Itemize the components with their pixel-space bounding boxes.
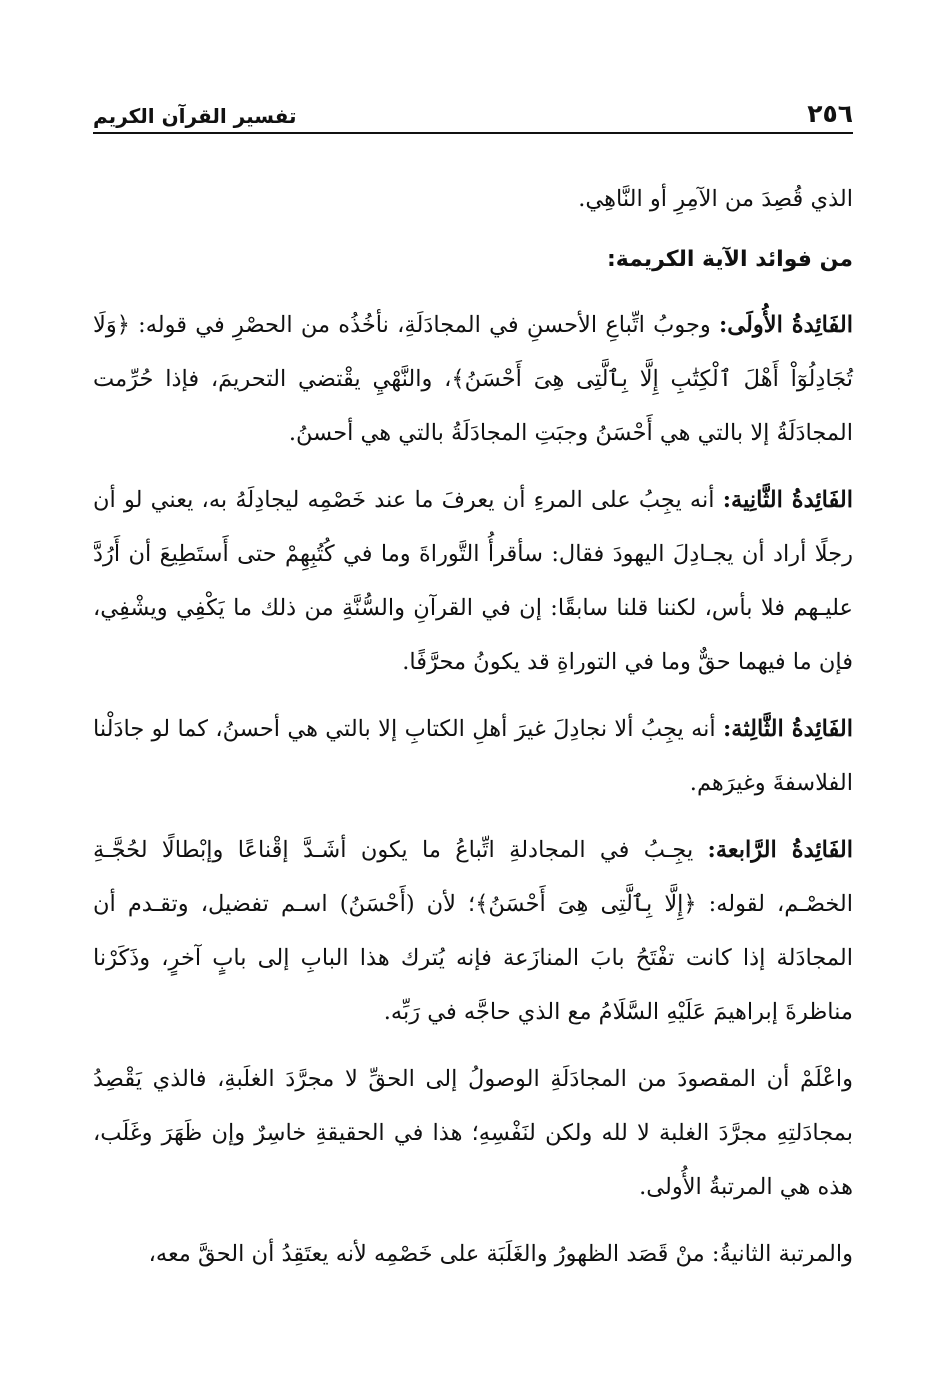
paragraph-purpose-of-debate: واعْلَمْ أن المقصودَ من المجادَلَةِ الوصولُ إلى الحقِّ لا مجرَّدَ الغلَبةِ، فالذي يَقْصِدُ بمجادَلتِهِ مجرَّدَ الغلبة لا لله ولكن لنَفْسِهِ؛ هذا في الحقيقةِ خاسِرٌ وإن ظَهَرَ وغَلَب، هذه هي المرتبةُ الأُولى. <box>93 1066 853 1200</box>
benefit-2-label: الفَائِدةُ الثَّانِية: <box>722 487 853 513</box>
page-number: ٢٥٦ <box>807 99 853 128</box>
section-heading: من فوائد الآية الكريمة: <box>606 247 853 272</box>
benefit-3-label: الفَائِدةُ الثَّالِثة: <box>723 716 853 742</box>
page-body <box>93 172 853 1281</box>
benefit-1-verse: ﴿وَلَا تُجَادِلُوٓاْ أَهْلَ ٱلْكِتَٰبِ إِلَّا بِٱلَّتِى هِىَ أَحْسَنُ﴾ <box>93 312 853 392</box>
benefit-4-label: الفَائِدةُ الرَّابعة: <box>707 837 854 863</box>
book-title: تفسير القرآن الكريم <box>93 104 297 128</box>
benefit-1-text-a: وجوبُ اتِّباعِ الأحسنِ في المجادَلَةِ، نأخُذُه من الحصْرِ في قوله: <box>129 312 719 338</box>
benefit-1-paragraph <box>93 298 853 460</box>
page-header <box>93 96 853 134</box>
benefit-3-text: أنه يجِبُ ألا نجادِلَ غيرَ أهلِ الكتابِ إلا بالتي هي أحسنُ، كما لو جادَلْنا الفلاسفةَ وغيرَهم. <box>93 716 853 796</box>
paragraph-second-rank: والمرتبة الثانيةُ: منْ قَصَد الظهورُ والغَلَبَة على خَصْمِه لأنه يعتَقِدُ أن الحقَّ معه، <box>148 1241 853 1267</box>
benefit-3-paragraph <box>93 702 853 810</box>
intro-line: الذي قُصِدَ من الآمِرِ أو النَّاهِي. <box>578 186 853 212</box>
benefit-4-text-a: يجِـبُ في المجادلةِ اتِّباعُ ما يكون أشَـدَّ إقْناعًا وإبْطالًا لحُجَّـةِ الخصْـم، لقوله: <box>93 837 854 917</box>
benefit-1-label: الفَائِدةُ الأُولَى: <box>719 312 854 338</box>
benefit-4-text-b: ؛ لأن (أَحْسَنُ) اسـم تفضيل، وتقـدم أن المجادَلة إذا كانت تفْتَحُ بابَ المنازَعة فإنه يُترك هذا البابِ إلى بابٍ آخرٍ، وذَكَرْنا مناظرةَ إبراهيمَ عَلَيْهِ السَّلَامُ مع الذي حاجَّه في رَبِّه. <box>93 891 853 1025</box>
benefit-1-text-b: ، والنَّهْيِ يقْتضي التحريمَ، فإذا حُرِّمت المجادَلَةُ إلا بالتي هي أَحْسَنُ وجبَتِ المجادَلَةُ بالتي هي أحسنُ. <box>93 366 853 446</box>
benefit-4-paragraph <box>93 823 853 1039</box>
benefit-2-text: أنه يجِبُ على المرءِ أن يعرفَ ما عند خَصْمِه ليجادِلَهُ به، يعني لو أن رجلًا أراد أن يجـادِلَ اليهودَ فقال: سأقرأُ التَّوراةَ وما في كُتُبِهِمْ حتى أَستَطِيعَ أن أَرُدَّ عليـهم فلا بأس، لكننا قلنا سابقًا: إن في القرآنِ والسُّنَّةِ من ذلك ما يَكْفِي ويشْفِي، فإن ما فيهما حقٌّ وما في التوراةِ قد يكونُ محرَّفًا. <box>93 487 853 675</box>
benefit-4-verse: ﴿إِلَّا بِٱلَّتِى هِىَ أَحْسَنُ﴾ <box>475 891 697 917</box>
benefit-2-paragraph <box>93 473 853 689</box>
